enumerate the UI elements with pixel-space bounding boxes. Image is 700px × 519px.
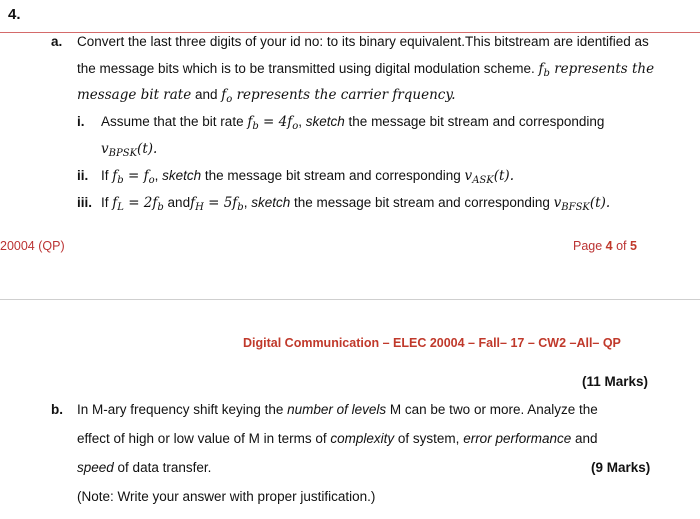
item-ii-label: ii.	[77, 168, 89, 183]
part-a-line-3	[77, 86, 455, 109]
item-i-label: i.	[77, 114, 85, 129]
part-b-label: b.	[51, 402, 63, 417]
part-a-line-2	[77, 60, 654, 83]
part-b-line-1: In M-ary frequency shift keying the number of levels M can be two or more. Analyze the	[77, 402, 598, 417]
part-a-label: a.	[51, 34, 63, 49]
page-header-title: Digital Communication – ELEC 20004 – Fall– 17 – CW2 –All– QP	[243, 336, 621, 350]
part-a-line-2-text: the message bits which is to be transmitted using digital modulation scheme.	[77, 61, 535, 76]
part-b-note: (Note: Write your answer with proper justification.)	[77, 489, 376, 504]
fb-symbol: $f_b$	[538, 61, 550, 79]
item-i-line-2: $v_{BPSK}(t)$.	[101, 141, 158, 159]
carrier-frequency-text: represents the carrier frquency.	[232, 87, 456, 103]
part-a-line-1: Convert the last three digits of your id no: to its binary equivalent.This bitstream are identified as	[77, 34, 649, 49]
marks-part-b: (9 Marks)	[591, 460, 651, 475]
message-bit-rate-text: message bit rate	[77, 87, 192, 103]
question-number: 4.	[8, 6, 21, 23]
part-a-line-2-math: represents the	[549, 61, 655, 77]
part-b-line-2: effect of high or low value of M in terms of complexity of system, error performance and	[77, 431, 598, 446]
page-divider	[0, 299, 700, 300]
page-number: Page 4 of 5	[573, 239, 637, 253]
and-text: and	[191, 87, 222, 102]
item-i-line-1: Assume that the bit rate $f_b = 4f_o$, sketch the message bit stream and corresponding	[101, 114, 605, 132]
fo-symbol: $f_o$	[221, 87, 233, 105]
marks-part-a: (11 Marks)	[582, 374, 649, 389]
footer-code: 20004 (QP)	[0, 239, 65, 253]
item-ii-line: If $f_b = f_o$, sketch the message bit stream and corresponding $v_{ASK}(t)$.	[101, 168, 514, 186]
item-iii-label: iii.	[77, 195, 93, 210]
part-b-line-3: speed of data transfer.	[77, 460, 212, 475]
item-iii-line: If $f_L = 2f_b$ andf$_H$ = $5f_b$, sketch the message bit stream and corresponding $v_{BFSK}(t)$.	[101, 195, 611, 213]
